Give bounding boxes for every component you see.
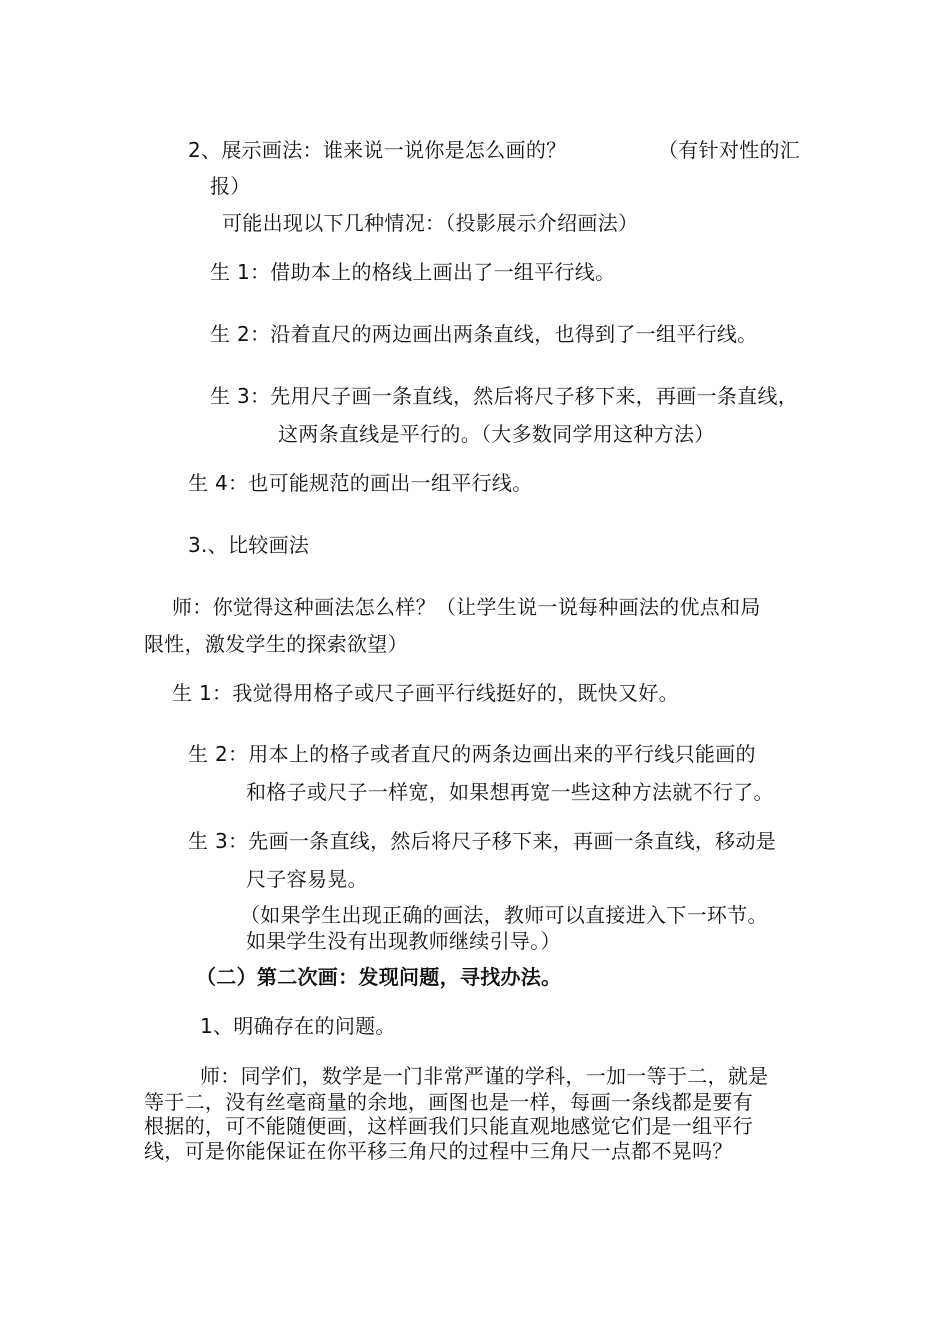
- student-4-answer: 生 4：也可能规范的画出一组平行线。: [188, 471, 533, 495]
- teacher-explanation-line2: 等于二，没有丝毫商量的余地，画图也是一样，每画一条线都是要有: [144, 1090, 753, 1114]
- student-3-answer-line1: 生 3：先用尺子画一条直线，然后将尺子移下来，再画一条直线，: [210, 384, 799, 408]
- teacher-explanation-line1: 师：同学们，数学是一门非常严谨的学科，一加一等于二，就是: [200, 1064, 769, 1088]
- teacher-question-line2: 限性，激发学生的探索欲望）: [144, 632, 408, 656]
- section-2-intro: 可能出现以下几种情况：（投影展示介绍画法）: [222, 211, 639, 235]
- student-3-opinion-line1: 生 3：先画一条直线，然后将尺子移下来，再画一条直线，移动是: [188, 829, 777, 853]
- student-2-answer: 生 2：沿着直尺的两边画出两条直线，也得到了一组平行线。: [210, 322, 758, 346]
- part-2-heading: （二）第二次画：发现问题，寻找办法。: [196, 965, 562, 989]
- student-2-opinion-line2: 和格子或尺子一样宽，如果想再宽一些这种方法就不行了。: [246, 780, 774, 804]
- student-3-opinion-line2: 尺子容易晃。: [246, 867, 368, 891]
- student-1-opinion: 生 1：我觉得用格子或尺子画平行线挺好的，既快又好。: [172, 681, 679, 705]
- section-3-heading: 3.、比较画法: [188, 533, 310, 557]
- teacher-note-line2: 如果学生没有出现教师继续引导。）: [246, 929, 561, 953]
- teacher-question-line1: 师：你觉得这种画法怎么样？（让学生说一说每种画法的优点和局: [172, 595, 761, 619]
- section-2-heading-note: （有针对性的汇: [658, 138, 801, 162]
- student-1-answer: 生 1：借助本上的格线上画出了一组平行线。: [210, 260, 616, 284]
- section-2-heading: 2、展示画法：谁来说一说你是怎么画的？: [188, 138, 567, 162]
- student-2-opinion-line1: 生 2：用本上的格子或者直尺的两条边画出来的平行线只能画的: [188, 742, 756, 766]
- section-2-heading-continued: 报）: [210, 174, 251, 198]
- student-3-answer-line2: 这两条直线是平行的。（大多数同学用这种方法）: [278, 422, 715, 446]
- teacher-explanation-line4: 线，可是你能保证在你平移三角尺的过程中三角尺一点都不晃吗？: [144, 1139, 733, 1163]
- teacher-note-line1: （如果学生出现正确的画法，教师可以直接进入下一环节。: [240, 903, 768, 927]
- part-2-subheading: 1、明确存在的问题。: [200, 1014, 396, 1038]
- teacher-explanation-line3: 根据的，可不能随便画，这样画我们只能直观地感觉它们是一组平行: [144, 1114, 753, 1138]
